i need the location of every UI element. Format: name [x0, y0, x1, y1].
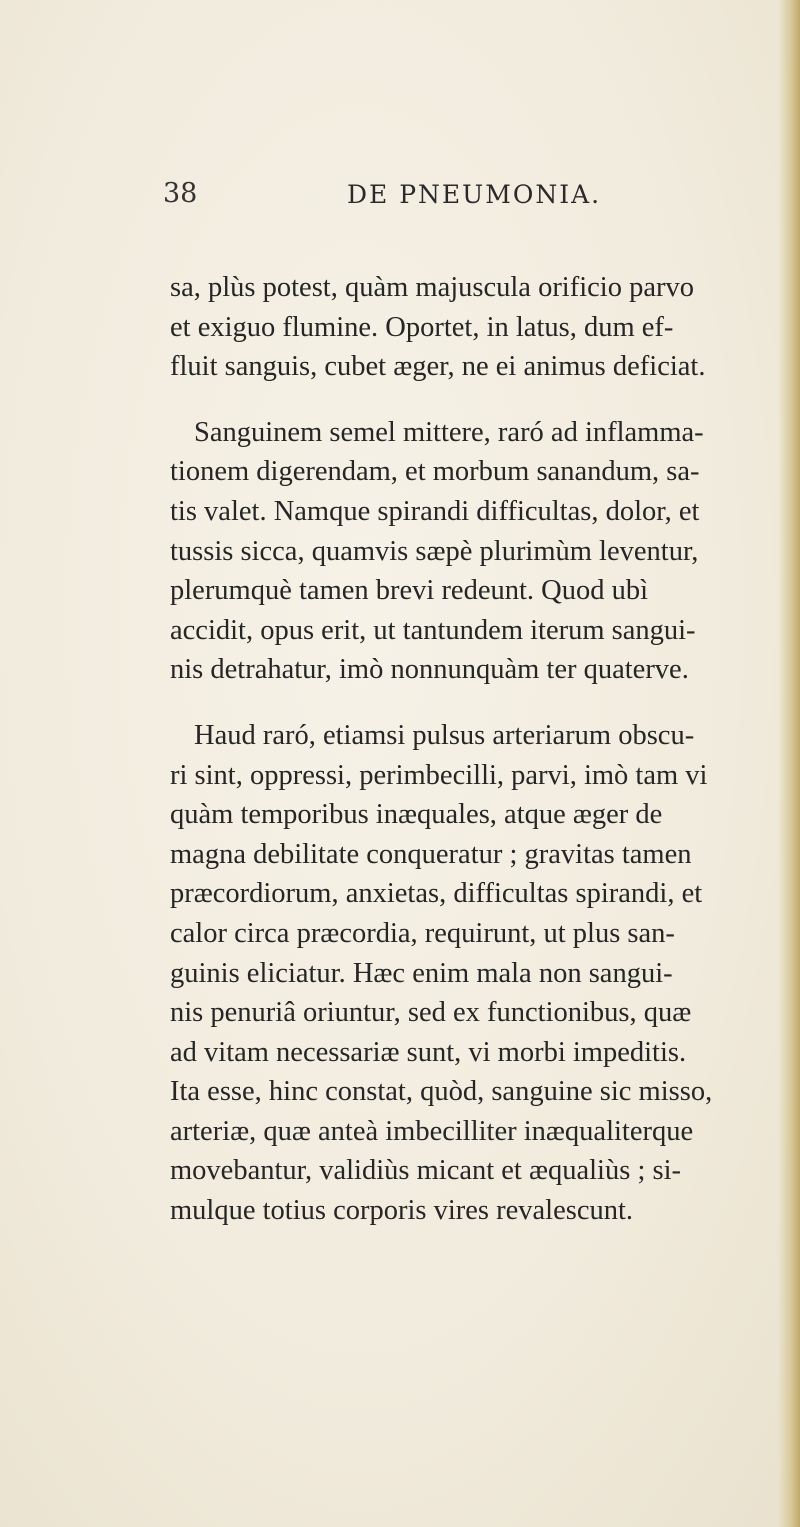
text-line: quàm temporibus inæquales, atque æger de — [170, 799, 663, 831]
paragraph-2 — [170, 413, 750, 690]
text-line: nis detrahatur, imò nonnunquàm ter quaterve. — [170, 654, 689, 686]
text-line: præcordiorum, anxietas, difficultas spirandi, et — [170, 878, 703, 910]
page-number: 38 — [163, 178, 198, 209]
text-line: mulque totius corporis vires revalescunt. — [170, 1195, 634, 1227]
page-title: DE PNEUMONIA. — [347, 180, 602, 209]
text-line: Sanguinem semel mittere, raró ad inflamma- — [194, 416, 704, 448]
text-line: sa, plùs potest, quàm majuscula orificio parvo — [170, 272, 694, 303]
running-head — [163, 178, 743, 218]
paragraph-3 — [170, 716, 750, 1231]
text-line: tionem digerendam, et morbum sanandum, sa- — [170, 456, 700, 488]
text-line: nis penuriâ oriuntur, sed ex functionibus, quæ — [170, 997, 692, 1029]
text-line: Ita esse, hinc constat, quòd, sanguine sic misso, — [170, 1076, 713, 1108]
paragraph-1 — [170, 268, 750, 387]
body-text — [170, 268, 750, 1257]
text-line: movebantur, validiùs micant et æqualiùs ; si- — [170, 1155, 681, 1187]
text-line: guinis eliciatur. Hæc enim mala non sangui- — [170, 957, 673, 989]
text-line: tussis sicca, quamvis sæpè plurimùm leventur, — [170, 535, 699, 567]
text-line: accidit, opus erit, ut tantundem iterum sangui- — [170, 614, 696, 646]
text-line: et exiguo flumine. Oportet, in latus, dum ef- — [170, 311, 674, 343]
text-line: arteriæ, quæ anteà imbecilliter inæqualiterque — [170, 1115, 694, 1147]
text-line: calor circa præcordia, requirunt, ut plus san- — [170, 917, 675, 949]
text-line: magna debilitate conqueratur ; gravitas tamen — [170, 838, 692, 870]
text-line: plerumquè tamen brevi redeunt. Quod ubì — [170, 575, 649, 607]
text-line: ad vitam necessariæ sunt, vi morbi impeditis. — [170, 1036, 687, 1068]
text-line: fluit sanguis, cubet æger, ne ei animus deficiat. — [170, 351, 706, 383]
page-edge — [778, 0, 800, 1527]
text-line: Haud raró, etiamsi pulsus arteriarum obscu- — [194, 719, 695, 751]
text-line: ri sint, oppressi, perimbecilli, parvi, imò tam vi — [170, 759, 708, 791]
text-line: tis valet. Namque spirandi difficultas, dolor, et — [170, 495, 700, 527]
